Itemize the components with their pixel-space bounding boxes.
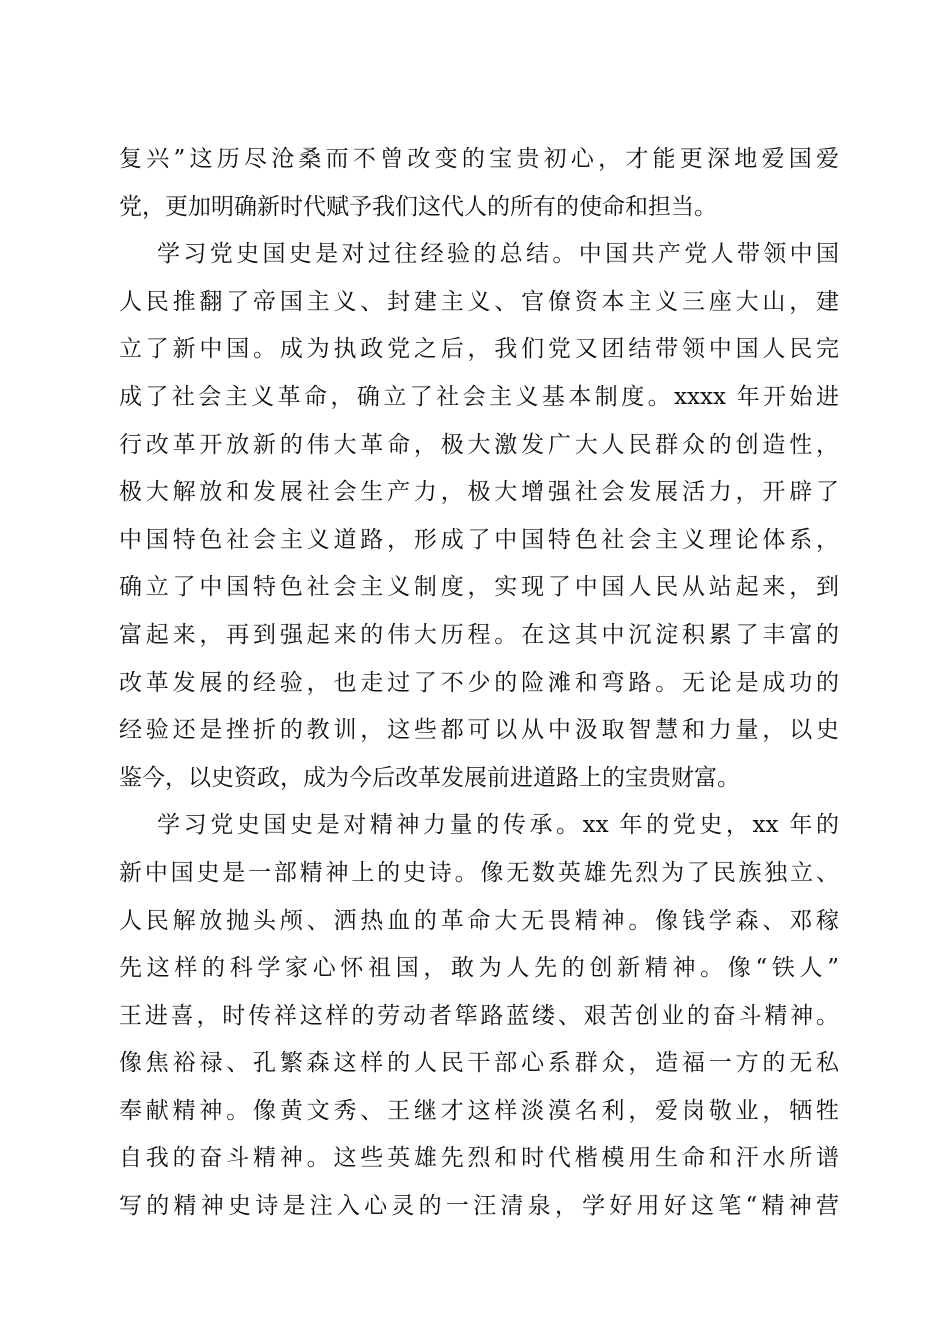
body-text — [119, 136, 839, 1231]
text-line: 先这样的科学家心怀祖国，敢为人先的创新精神。像“铁人” — [119, 955, 839, 982]
text-line: 立了新中国。成为执政党之后，我们党又团结带领中国人民完 — [119, 336, 839, 363]
text-line: 改革发展的经验，也走过了不少的险滩和弯路。无论是成功的 — [119, 669, 839, 696]
text-line: 极大解放和发展社会生产力，极大增强社会发展活力，开辟了 — [119, 479, 839, 506]
text-line: 经验还是挫折的教训，这些都可以从中汲取智慧和力量，以史 — [119, 717, 839, 744]
text-line: 成了社会主义革命，确立了社会主义基本制度。xxxx 年开始进 — [119, 383, 839, 410]
text-line: 确立了中国特色社会主义制度，实现了中国人民从站起来，到 — [119, 574, 839, 601]
text-line: 富起来，再到强起来的伟大历程。在这其中沉淀积累了丰富的 — [119, 621, 839, 648]
paragraph-first-line: 学习党史国史是对精神力量的传承。xx 年的党史，xx 年的 — [157, 812, 839, 839]
text-line: 奉献精神。像黄文秀、王继才这样淡漠名利，爱岗敬业，牺牲 — [119, 1097, 839, 1124]
text-line: 复兴”这历尽沧桑而不曾改变的宝贵初心，才能更深地爱国爱 — [119, 146, 839, 172]
text-line: 自我的奋斗精神。这些英雄先烈和时代楷模用生命和汗水所谱 — [119, 1145, 839, 1172]
text-line: 王进喜，时传祥这样的劳动者筚路蓝缕、艰苦创业的奋斗精神。 — [119, 1002, 839, 1029]
text-line: 行改革开放新的伟大革命，极大激发广大人民群众的创造性， — [119, 431, 839, 458]
paragraph-first-line: 学习党史国史是对过往经验的总结。中国共产党人带领中国 — [157, 241, 839, 268]
text-line: 党，更加明确新时代赋予我们这代人的所有的使命和担当。 — [119, 193, 717, 220]
text-line: 写的精神史诗是注入心灵的一汪清泉，学好用好这笔“精神营 — [119, 1193, 839, 1220]
text-line: 人民解放抛头颅、洒热血的革命大无畏精神。像钱学森、邓稼 — [119, 907, 839, 934]
text-line: 像焦裕禄、孔繁森这样的人民干部心系群众，造福一方的无私 — [119, 1050, 839, 1077]
text-line: 鉴今，以史资政，成为今后改革发展前进道路上的宝贵财富。 — [119, 764, 740, 791]
text-line: 新中国史是一部精神上的史诗。像无数英雄先烈为了民族独立、 — [119, 859, 839, 886]
text-line: 人民推翻了帝国主义、封建主义、官僚资本主义三座大山，建 — [119, 288, 839, 315]
text-line: 中国特色社会主义道路，形成了中国特色社会主义理论体系， — [119, 526, 839, 553]
